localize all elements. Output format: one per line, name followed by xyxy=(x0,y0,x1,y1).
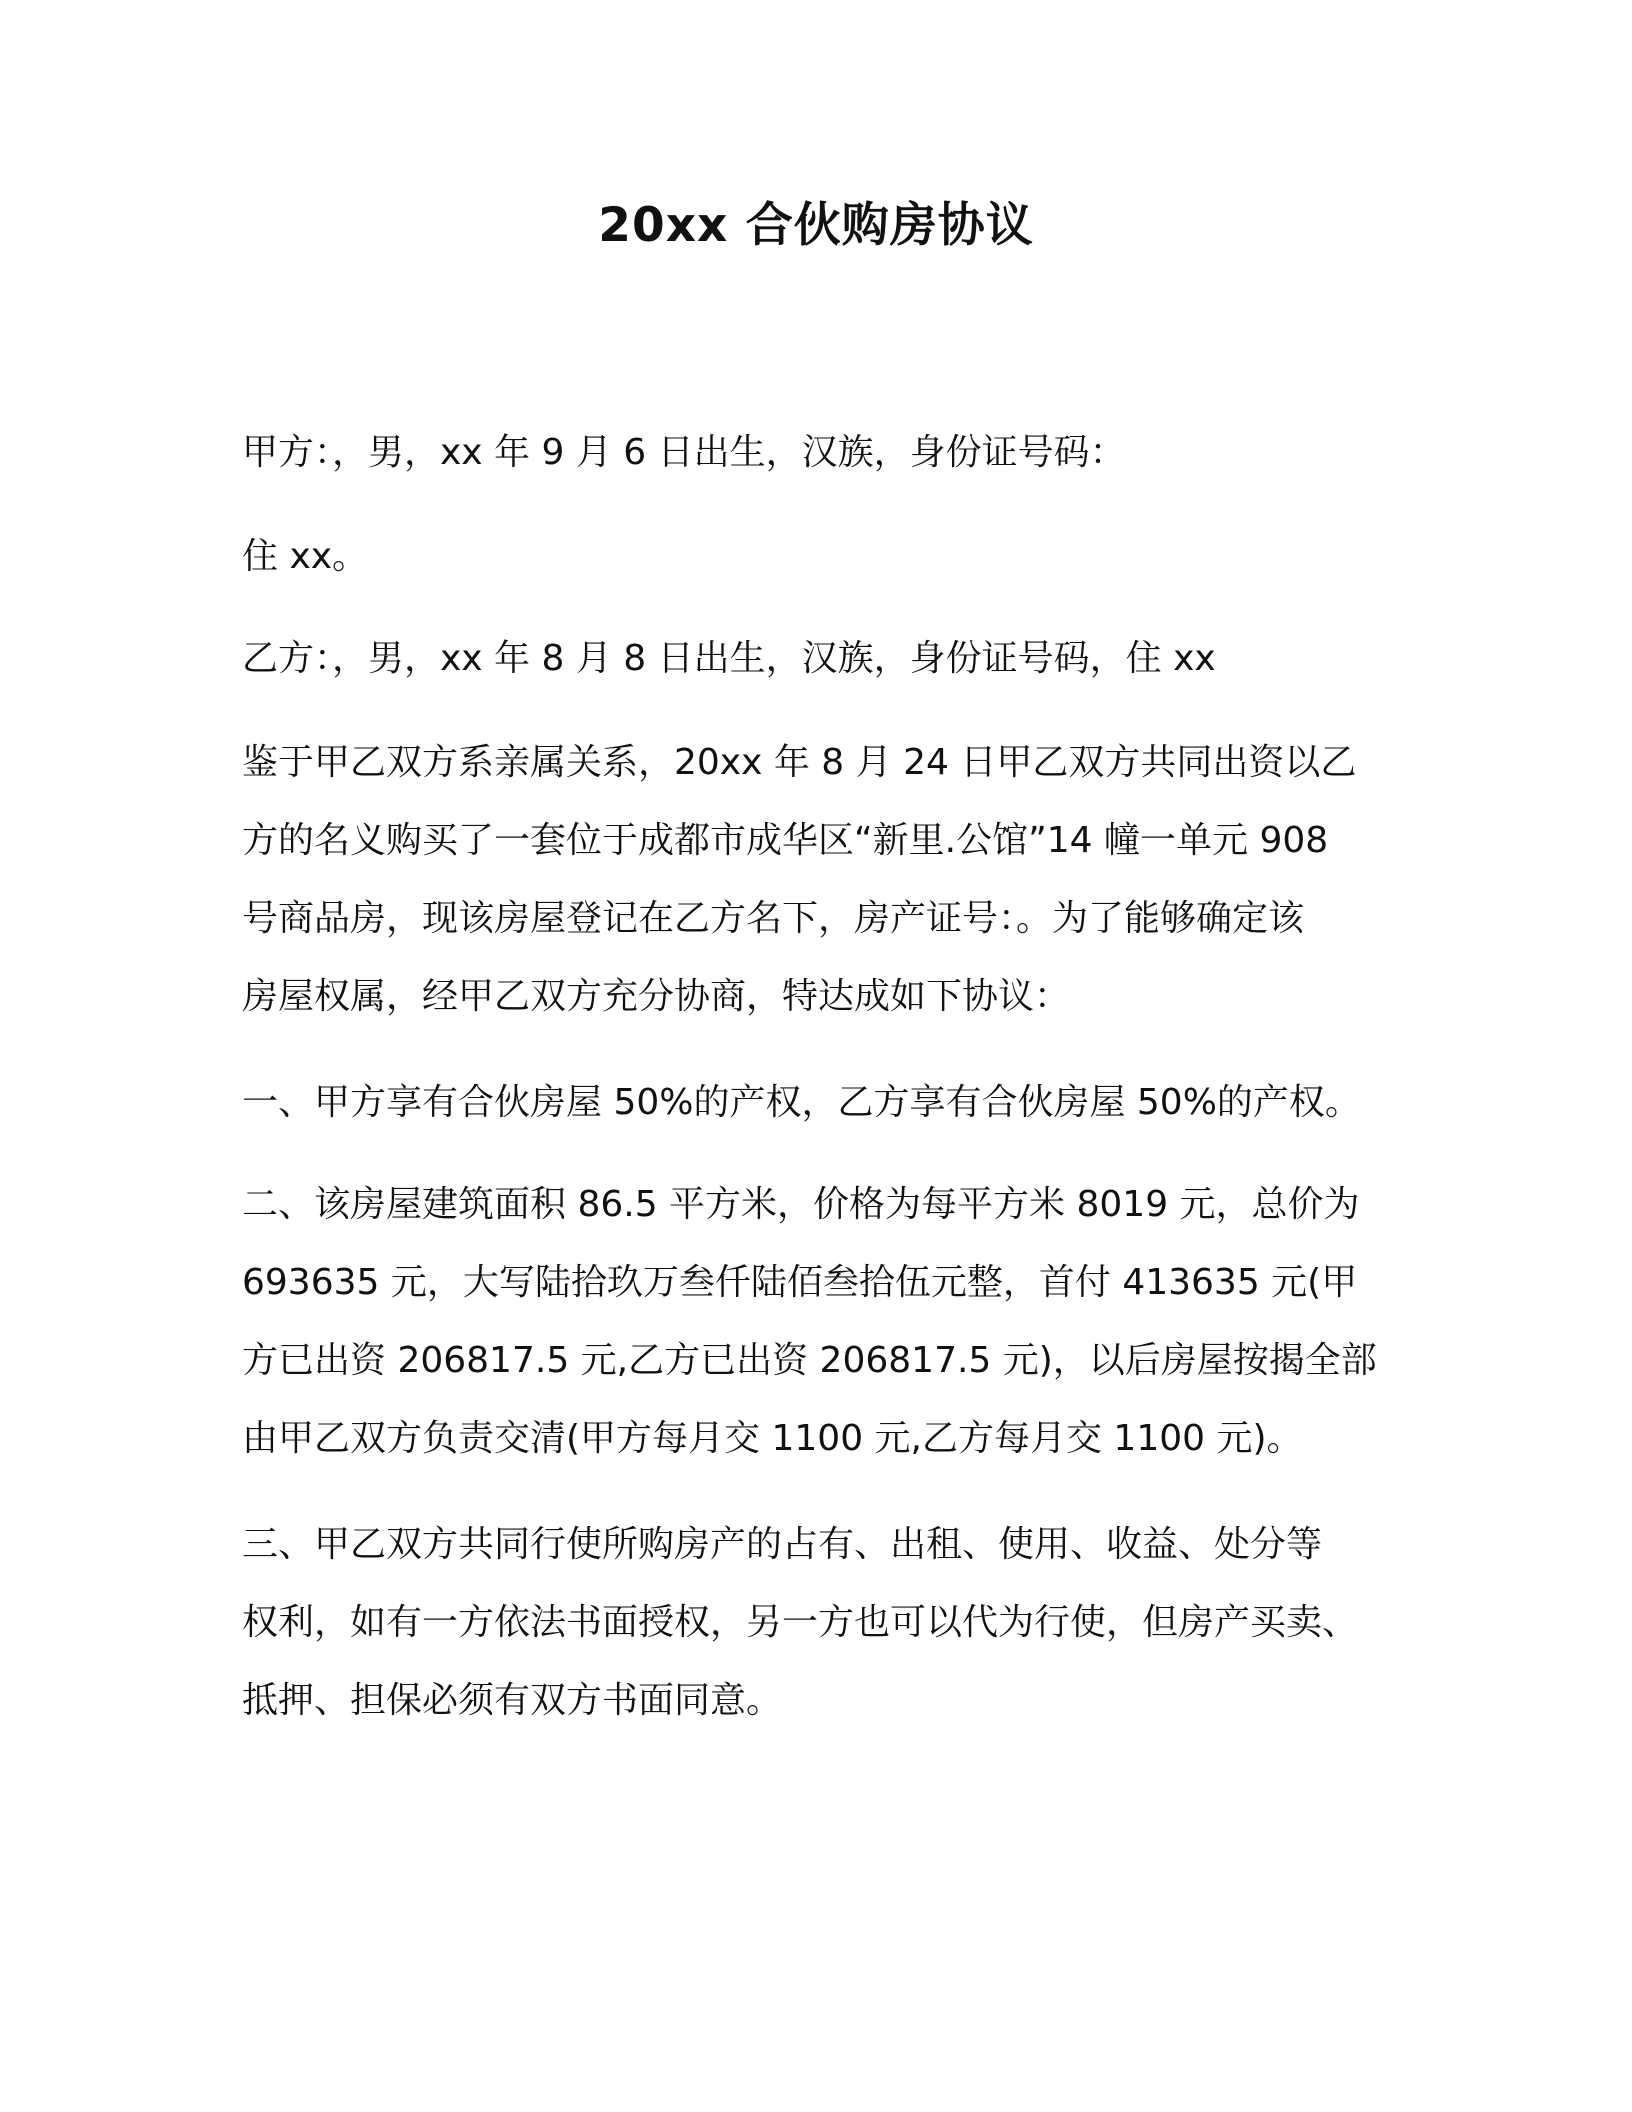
party-a-address-line xyxy=(242,518,1392,596)
preamble-line: 号商品房，现该房屋登记在乙方名下，房产证号：。为了能够确定该 xyxy=(242,898,1305,939)
clause-1-paragraph xyxy=(242,1064,1392,1142)
clause-3-paragraph xyxy=(242,1506,1392,1740)
clause-3-line: 抵押、担保必须有双方书面同意。 xyxy=(242,1680,783,1721)
preamble-line: 房屋权属，经甲乙双方充分协商，特达成如下协议： xyxy=(242,976,1071,1017)
preamble-line: 鉴于甲乙双方系亲属关系，20xx 年 8 月 24 日甲乙双方共同出资以乙 xyxy=(242,742,1357,783)
party-a-line xyxy=(242,414,1392,492)
party-b-line xyxy=(242,620,1392,698)
party-a-address-text: 住 xx。 xyxy=(242,536,369,577)
clause-2-line: 方已出资 206817.5 元,乙方已出资 206817.5 元)，以后房屋按揭全部 xyxy=(242,1340,1377,1381)
clause-3-line: 三、甲乙双方共同行使所购房产的占有、出租、使用、收益、处分等 xyxy=(242,1524,1323,1565)
clause-2-paragraph xyxy=(242,1166,1392,1478)
clause-1-text: 一、甲方享有合伙房屋 50%的产权，乙方享有合伙房屋 50%的产权。 xyxy=(242,1082,1361,1123)
clause-3-line: 权利，如有一方依法书面授权，另一方也可以代为行使，但房产买卖、 xyxy=(242,1602,1359,1643)
clause-2-line: 由甲乙双方负责交清(甲方每月交 1100 元,乙方每月交 1100 元)。 xyxy=(242,1418,1303,1459)
preamble-line: 方的名义购买了一套位于成都市成华区“新里.公馆”14 幢一单元 908 xyxy=(242,820,1329,861)
party-a-text: 甲方：，男，xx 年 9 月 6 日出生，汉族，身份证号码： xyxy=(242,432,1126,473)
clause-2-line: 693635 元，大写陆拾玖万叁仟陆佰叁拾伍元整，首付 413635 元(甲 xyxy=(242,1262,1358,1303)
preamble-paragraph xyxy=(242,724,1392,1036)
party-b-text: 乙方：，男，xx 年 8 月 8 日出生，汉族，身份证号码，住 xx xyxy=(242,638,1216,679)
clause-2-line: 二、该房屋建筑面积 86.5 平方米，价格为每平方米 8019 元，总价为 xyxy=(242,1184,1360,1225)
document-title: 20xx 合伙购房协议 xyxy=(598,198,1034,253)
